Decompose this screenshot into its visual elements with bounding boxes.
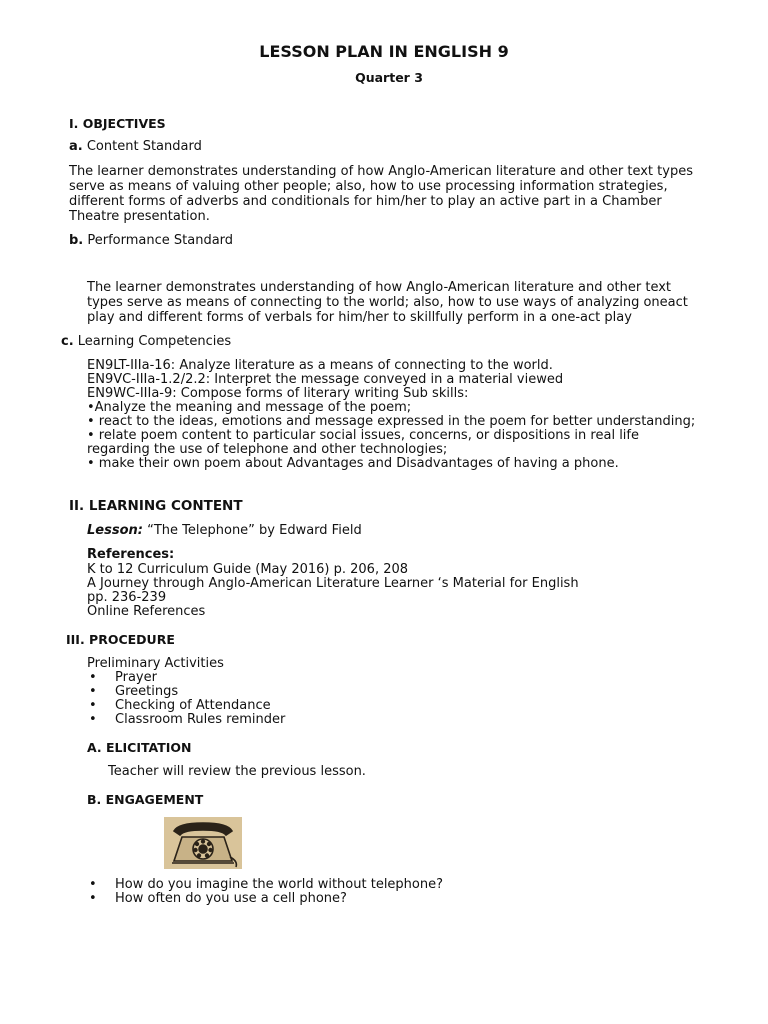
performance-standard-letter: b. — [69, 233, 84, 248]
learning-content-heading: II. LEARNING CONTENT — [69, 498, 243, 514]
competency-line: • react to the ideas, emotions and message expressed in the poem for better understanding; — [87, 414, 696, 429]
content-standard-letter: a. — [69, 139, 83, 154]
content-standard-text: Content Standard — [86, 139, 202, 154]
engagement-heading: B. ENGAGEMENT — [87, 792, 204, 807]
competency-line: EN9LT-IIIa-16: Analyze literature as a means of connecting to the world. — [87, 358, 553, 373]
competency-line: EN9WC-IIIa-9: Compose forms of literary writing Sub skills: — [87, 386, 469, 401]
list-item-text: Greetings — [115, 684, 179, 699]
lesson-title: “The Telephone” by Edward Field — [147, 523, 362, 538]
list-item-text: Classroom Rules reminder — [115, 712, 286, 727]
bullet-icon: • — [89, 891, 97, 906]
reference-item: Online References — [87, 604, 206, 619]
competency-line: EN9VC-IIIa-1.2/2.2: Interpret the message conveyed in a material viewed — [87, 372, 564, 387]
procedure-heading: III. PROCEDURE — [66, 632, 175, 647]
paragraph-line: Theatre presentation. — [69, 209, 210, 224]
performance-standard-text: Performance Standard — [87, 233, 234, 248]
references-label: References: — [87, 547, 175, 562]
objectives-heading: I. OBJECTIVES — [69, 116, 166, 131]
learning-competencies-label — [61, 335, 231, 349]
learning-competencies-text: Learning Competencies — [77, 334, 232, 349]
list-item-text: Checking of Attendance — [115, 698, 271, 713]
preliminary-activities-label: Preliminary Activities — [87, 656, 224, 671]
reference-item: pp. 236-239 — [87, 590, 167, 605]
list-item-text: How do you imagine the world without telephone? — [115, 877, 444, 892]
bullet-icon: • — [89, 698, 97, 713]
competency-line: • make their own poem about Advantages and Disadvantages of having a phone. — [87, 456, 619, 471]
list-item-text: Prayer — [115, 670, 157, 685]
bullet-icon: • — [89, 670, 97, 685]
lesson-line — [87, 524, 362, 538]
performance-standard-label — [69, 234, 233, 248]
paragraph-line: The learner demonstrates understanding of how Anglo-American literature and other text — [87, 280, 672, 295]
telephone-image — [164, 817, 242, 869]
lesson-label: Lesson: — [87, 523, 143, 538]
competency-line: •Analyze the meaning and message of the poem; — [87, 400, 412, 415]
content-standard-label — [69, 140, 202, 154]
elicitation-text: Teacher will review the previous lesson. — [108, 764, 366, 779]
paragraph-line: play and different forms of verbals for him/her to skillfully perform in a one-act play — [87, 310, 632, 325]
paragraph-line: different forms of adverbs and conditionals for him/her to play an active part in a Chamber — [69, 194, 662, 209]
bullet-icon: • — [89, 712, 97, 727]
competency-line: • relate poem content to particular social issues, concerns, or dispositions in real life — [87, 428, 639, 443]
paragraph-line: The learner demonstrates understanding of how Anglo-American literature and other text types — [69, 164, 693, 179]
competency-line: regarding the use of telephone and other technologies; — [87, 442, 448, 457]
reference-item: A Journey through Anglo-American Literature Learner ‘s Material for English — [87, 576, 579, 591]
paragraph-line: serve as means of valuing other people; also, how to use processing information strategies, — [69, 179, 668, 194]
quarter-subtitle: Quarter 3 — [355, 70, 423, 85]
telephone-icon — [172, 823, 236, 867]
bullet-icon: • — [89, 684, 97, 699]
reference-item: K to 12 Curriculum Guide (May 2016) p. 206, 208 — [87, 562, 409, 577]
paragraph-line: types serve as means of connecting to the world; also, how to use ways of analyzing oneact — [87, 295, 688, 310]
page-title: LESSON PLAN IN ENGLISH 9 — [259, 42, 509, 61]
bullet-icon: • — [89, 877, 97, 892]
learning-competencies-letter: c. — [61, 334, 74, 349]
elicitation-heading: A. ELICITATION — [87, 740, 192, 755]
list-item-text: How often do you use a cell phone? — [115, 891, 347, 906]
